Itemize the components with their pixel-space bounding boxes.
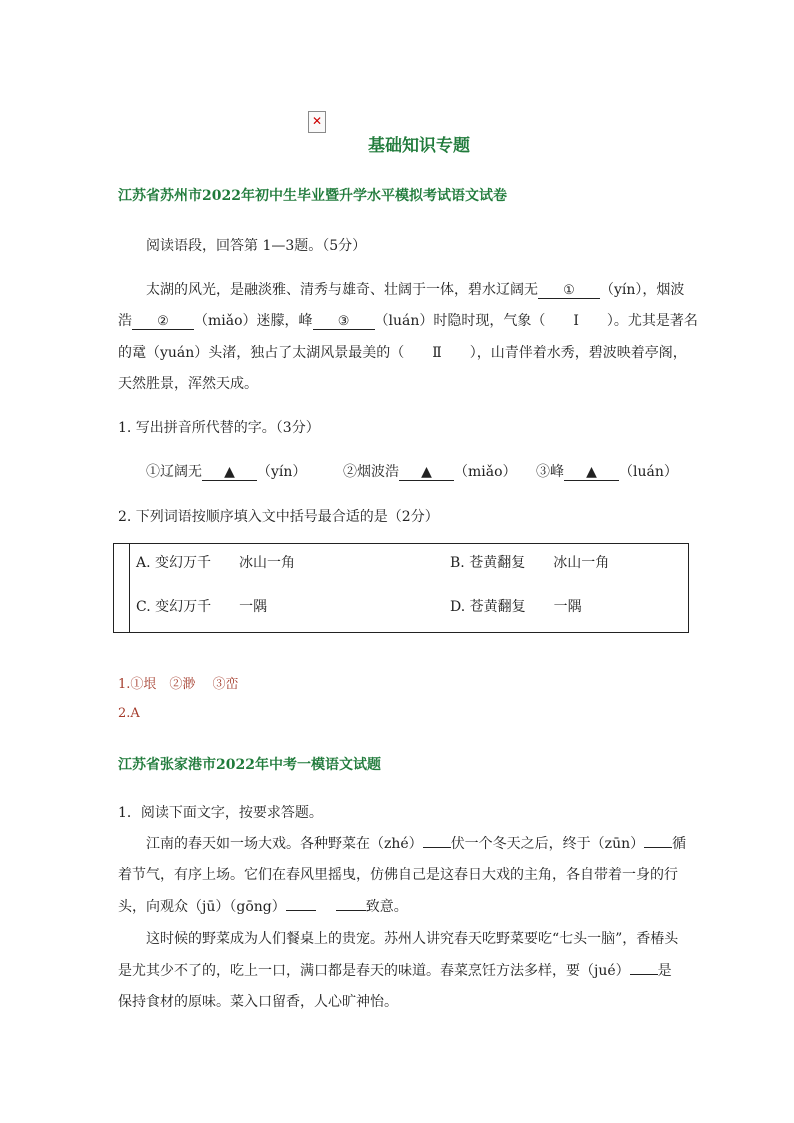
q1-item-2: ②烟波浩 ▲ （miǎo） (343, 464, 517, 480)
blank-3: ③ (313, 313, 375, 330)
passage-line-3: 的鼋（yuán）头渚，独占了太湖风景最美的（ Ⅱ ），山青伴着水秀，碧波映着亭阁， (118, 345, 687, 361)
question-1: 1. 写出拼音所代替的字。（3分） (118, 420, 320, 436)
question-2: 2. 下列词语按顺序填入文中括号最合适的是（2分） (118, 509, 439, 525)
passage-line-1: 太湖的风光，是融淡雅、清秀与雄奇、壮阔于一体，碧水辽阔无 ① （yín），烟波 (146, 282, 685, 298)
q1-item-1: ①辽阔无 ▲ （yín） (146, 464, 307, 480)
section2-line-4: 这时候的野菜成为人们餐桌上的贵宠。苏州人讲究春天吃野菜要吃“七头一脑”，香椿头 (146, 931, 679, 947)
blank-2: ② (132, 313, 194, 330)
section2-line-1: 江南的春天如一场大戏。各种野菜在（zhé） 伏一个冬天之后，终于（zūn） 循 (146, 836, 687, 852)
option-d: D. 苍黄翻复 一隅 (450, 599, 582, 615)
passage-line-2: 浩 ② （miǎo）迷朦，峰 ③ （luán）时隐时现，气象（ Ⅰ ）。尤其是著名 (118, 313, 698, 329)
section2-heading: 江苏省张家港市2022年中考一模语文试题 (118, 757, 381, 773)
blank-1: ① (538, 282, 600, 299)
section2-question-1: 1．阅读下面文字，按要求答题。 (118, 805, 323, 821)
section1-heading: 江苏省苏州市2022年初中生毕业暨升学水平模拟考试语文试卷 (118, 188, 507, 204)
option-b: B. 苍黄翻复 冰山一角 (450, 555, 610, 571)
section2-line-2: 着节气，有序上场。它们在春风里摇曳，仿佛自己是这春日大戏的主角，各自带着一身的行 (118, 867, 678, 883)
option-a: A. 变幻万千 冰山一角 (136, 555, 296, 571)
section2-line-6: 保持食材的原味。菜入口留香，人心旷神怡。 (118, 994, 398, 1010)
page-title: 基础知识专题 (368, 136, 470, 156)
passage-line-4: 天然胜景，浑然天成。 (118, 376, 258, 392)
section1-intro: 阅读语段，回答第 1—3题。（5分） (146, 238, 367, 254)
q1-item-3: ③峰 ▲ （luán） (536, 464, 678, 480)
option-c: C. 变幻万千 一隅 (136, 599, 268, 615)
answer-1: 1.①垠 ②渺 ③峦 (118, 677, 239, 692)
broken-image-icon: ✕ (308, 111, 326, 133)
section2-line-5: 是尤其少不了的，吃上一口，满口都是春天的味道。春菜烹饪方法多样，要（jué） 是 (118, 963, 672, 979)
answer-2: 2.A (118, 706, 140, 721)
section2-line-3: 头，向观众（jū）（gōng） 致意。 (118, 899, 408, 915)
